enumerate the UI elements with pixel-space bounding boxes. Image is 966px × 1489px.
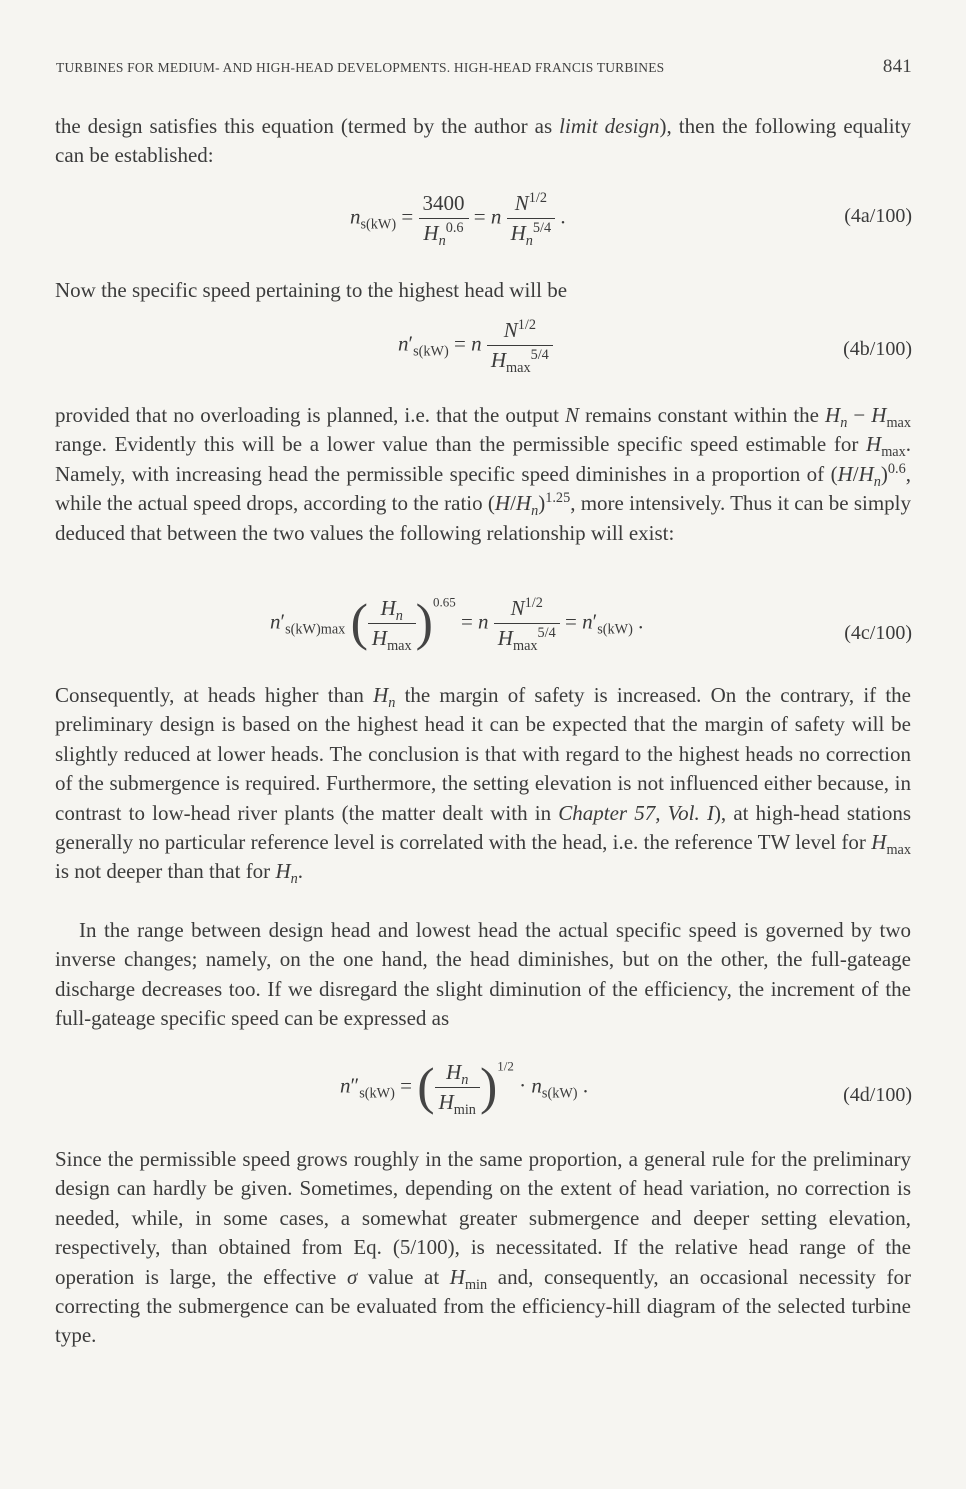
equation-number-4a: (4a/100): [844, 205, 912, 227]
eq-4a-constant: 3400: [422, 191, 465, 215]
paragraph-6: Since the permissible speed grows roughly in the same proportion, a general rule for the preliminary design can hardly be given. Sometimes, depending on the extent of head variation, no correction is needed, while, in some cases, a somewhat greater submergence and deeper setting elevation, respectively, than obtained from Eq. (5/100), is necessitated. If the relative head range of the operation is large, the effective σ value at $H_{min}$ and, consequently, an occasional necessity for correcting the submergence can be evaluated from the efficiency-hill diagram of the selected turbine type.: [55, 1147, 912, 1348]
equation-4d: $n''_{s(kW)}$ = ( $\frac{H_n}{H_{min}}$ )$^{1/2} \cdot n_{s(kW)}$ . (4d/100): [340, 1058, 912, 1119]
equation-number-4c: (4c/100): [844, 622, 912, 644]
paragraph-5: In the range between design head and lowest head the actual specific speed is governed by two inverse changes; namely, on the one hand, the head diminishes, but on the other, the full-gateage discharge decreases too. If we disregard the slight diminution of the efficiency, the increment of the full-gateage specific speed can be expressed as: [55, 918, 911, 1031]
equation-number-4b: (4b/100): [843, 338, 912, 360]
paragraph-4: Consequently, at heads higher than $H_n$ the margin of safety is increased. On the contrary, if the preliminary design is based on the highest head it can be expected that the margin of safety will be slightly reduced at lower heads. The conclusion is that with regard to the highest heads no correction of the submergence is required. Furthermore, the setting elevation is not influenced either because, in contrast to low-head river plants (the matter dealt with in Chapter 57, Vol. I), at high-head stations generally no particular reference level is correlated with the head, i.e. the reference TW level for $H_{max}$ is not deeper than that for $H_n$.: [55, 683, 911, 888]
equation-4c: $n'_{s(kW)max}$ ( $\frac{H_n}{H_{max}}$ )$^{0.65}$ = n $\frac{N^{1/2}}{H_{max}^{5/4}}$ = $n'_{s(kW)}$ . (4c/100): [270, 594, 912, 655]
paragraph-1: the design satisfies this equation (termed by the author as limit design), then the following equality can be established:: [55, 114, 911, 168]
equation-number-4d: (4d/100): [843, 1084, 912, 1106]
running-title: TURBINES FOR MEDIUM- AND HIGH-HEAD DEVELOPMENTS. HIGH-HEAD FRANCIS TURBINES: [56, 60, 665, 75]
equation-4a: $n_{s(kW)}$ = $\frac{3400}{H_n^{0.6}}$ = n $\frac{N^{1/2}}{H_n^{5/4}}$ . (4a/100): [350, 190, 912, 250]
paragraph-2: Now the specific speed pertaining to the highest head will be: [55, 278, 568, 302]
paragraph-3: provided that no overloading is planned, i.e. that the output N remains constant within the $H_n - H_{max}$ range. Evidently this will be a lower value than the permissible specific speed estimable for $H_{max}$. Namely, with increasing head the permissible specific speed diminishes in a proportion of $(H/H_n)^{0.6}$, while the actual speed drops, according to the ratio $(H/H_n)^{1.25}$, more intensively. Thus it can be simply deduced that between the two values the following relationship will exist:: [55, 403, 911, 545]
equation-4b: $n'_{s(kW)} = n$ $\frac{N^{1/2}}{H_{max}^{5/4}}$ (4b/100): [398, 317, 912, 377]
page-number: 841: [882, 56, 912, 77]
running-header: [56, 56, 912, 77]
